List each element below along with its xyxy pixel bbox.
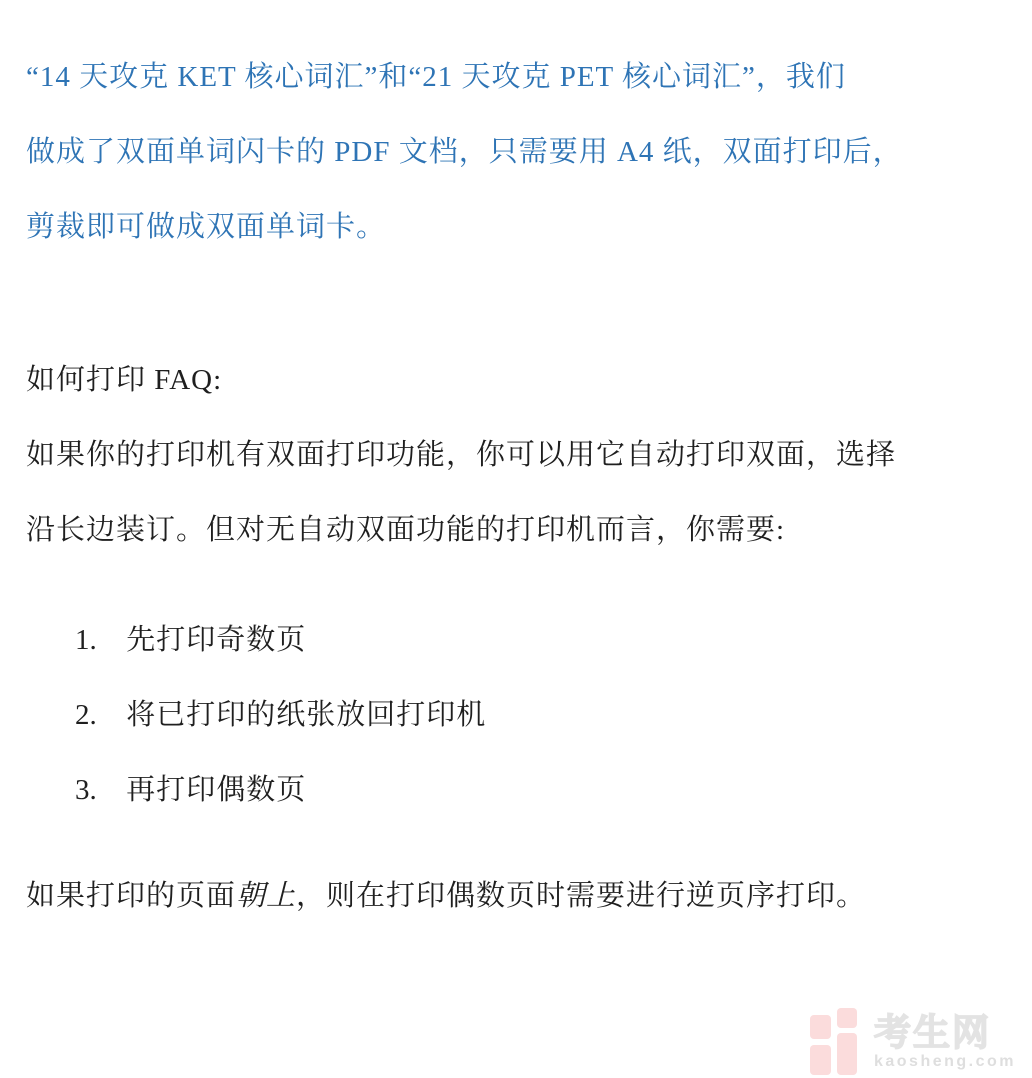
watermark-site-url: kaosheng.com <box>873 1053 1016 1070</box>
intro-paragraph <box>26 40 1008 265</box>
note-prefix: 如果打印的页面 <box>26 880 237 912</box>
faq-body-line-2: 沿长边装订。但对无自动双面功能的打印机而言，你需要: <box>26 514 786 546</box>
logo-block <box>837 1033 857 1075</box>
list-item-number: 3. <box>75 774 97 806</box>
logo-block <box>810 1015 831 1039</box>
print-steps-list <box>26 603 1008 828</box>
kaosheng-logo-icon <box>808 1006 864 1070</box>
logo-block <box>837 1008 857 1028</box>
intro-line-2: 做成了双面单词闪卡的 PDF 文档，只需要用 A4 纸，双面打印后， <box>26 136 903 168</box>
faq-body-line-1: 如果你的打印机有双面打印功能，你可以用它自动打印双面，选择 <box>26 439 897 471</box>
faq-heading: 如何打印 FAQ: <box>26 364 223 396</box>
logo-block <box>810 1045 831 1075</box>
list-item-text: 再打印偶数页 <box>126 774 307 806</box>
list-item <box>26 753 1008 828</box>
list-item-number: 1. <box>75 624 97 656</box>
list-item-number: 2. <box>75 699 97 731</box>
list-item <box>26 603 1008 678</box>
kaosheng-watermark <box>808 1006 1016 1070</box>
watermark-site-name: 考生网 <box>873 1012 991 1053</box>
list-item-text: 将已打印的纸张放回打印机 <box>126 699 487 731</box>
list-item-text: 先打印奇数页 <box>126 624 307 656</box>
intro-line-3: 剪裁即可做成双面单词卡。 <box>26 211 387 243</box>
intro-line-1: “14 天攻克 KET 核心词汇”和“21 天攻克 PET 核心词汇”，我们 <box>26 61 846 93</box>
note-suffix: ，则在打印偶数页时需要进行逆页序打印。 <box>296 880 867 912</box>
list-item <box>26 678 1008 753</box>
note-paragraph <box>26 859 1008 934</box>
note-emphasis: 朝上 <box>236 880 297 912</box>
faq-section <box>26 343 1008 568</box>
watermark-text <box>874 1014 1016 1070</box>
